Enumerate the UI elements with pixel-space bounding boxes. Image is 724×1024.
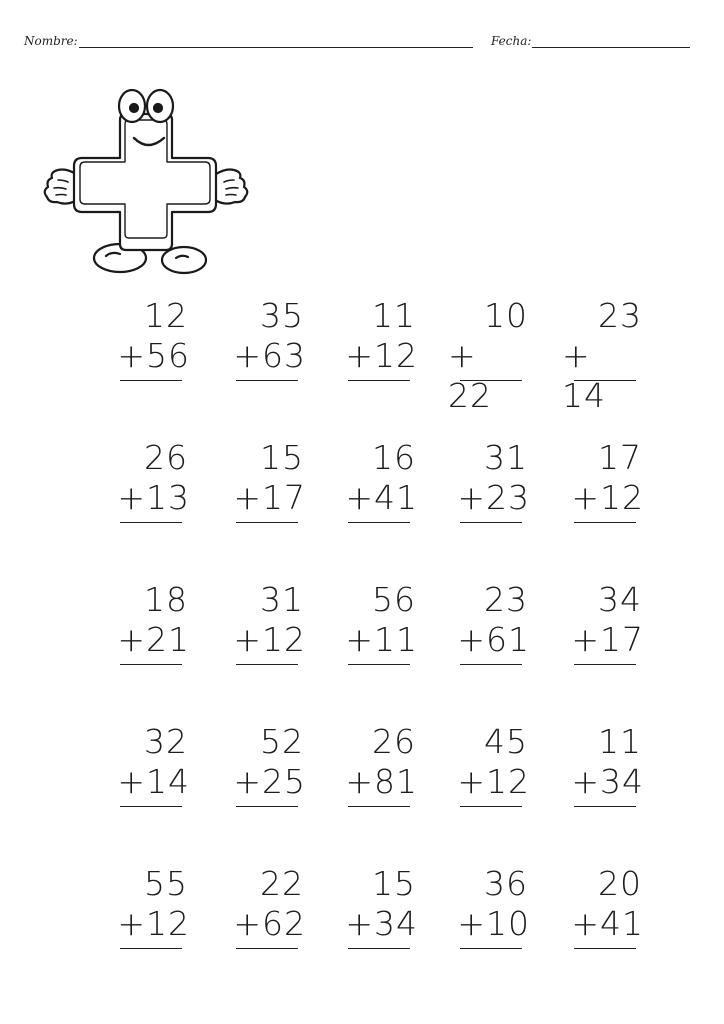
- addend-top: 18: [144, 580, 188, 619]
- addition-problem: [562, 580, 652, 680]
- addition-problem: [336, 722, 426, 822]
- addend-top: 31: [484, 438, 528, 477]
- answer-line[interactable]: [574, 380, 636, 381]
- addend-top: 10: [484, 296, 528, 335]
- addend-bottom: + 14: [562, 336, 606, 415]
- answer-line[interactable]: [348, 948, 410, 949]
- addend-top: 23: [598, 296, 642, 335]
- addend-top: 34: [598, 580, 642, 619]
- answer-line[interactable]: [574, 664, 636, 665]
- addend-bottom: +62: [233, 904, 306, 943]
- answer-line[interactable]: [460, 948, 522, 949]
- addend-top: 26: [144, 438, 188, 477]
- addend-bottom: +17: [233, 478, 306, 517]
- addend-bottom: +12: [233, 620, 306, 659]
- addend-bottom: +41: [345, 478, 418, 517]
- addend-bottom: +81: [345, 762, 418, 801]
- addition-problem: [108, 722, 198, 822]
- addend-bottom: +14: [117, 762, 190, 801]
- answer-line[interactable]: [460, 522, 522, 523]
- addition-problem: [448, 580, 538, 680]
- answer-line[interactable]: [574, 522, 636, 523]
- addition-problem: [224, 296, 314, 396]
- addend-top: 11: [372, 296, 416, 335]
- addend-top: 12: [144, 296, 188, 335]
- addition-problem: [562, 438, 652, 538]
- addend-bottom: +12: [457, 762, 530, 801]
- addend-bottom: +10: [457, 904, 530, 943]
- answer-line[interactable]: [120, 522, 182, 523]
- answer-line[interactable]: [348, 380, 410, 381]
- worksheet-header: [24, 34, 694, 56]
- addend-bottom: +34: [345, 904, 418, 943]
- addend-top: 23: [484, 580, 528, 619]
- addend-top: 26: [372, 722, 416, 761]
- addition-problem: [448, 722, 538, 822]
- addition-problem: [108, 580, 198, 680]
- name-label: Nombre:: [24, 34, 78, 48]
- addition-problem: [224, 722, 314, 822]
- addend-bottom: +21: [117, 620, 190, 659]
- answer-line[interactable]: [120, 380, 182, 381]
- date-label: Fecha:: [491, 34, 532, 48]
- addend-top: 45: [484, 722, 528, 761]
- date-field[interactable]: [491, 34, 690, 48]
- addition-problem: [336, 438, 426, 538]
- addition-problem: [224, 438, 314, 538]
- addend-bottom: +63: [233, 336, 306, 375]
- addend-bottom: +34: [571, 762, 644, 801]
- addition-problem: [562, 722, 652, 822]
- answer-line[interactable]: [574, 948, 636, 949]
- answer-line[interactable]: [236, 948, 298, 949]
- addend-top: 32: [144, 722, 188, 761]
- plus-sign-mascot-icon: [28, 80, 264, 280]
- addition-problem: [562, 864, 652, 964]
- answer-line[interactable]: [460, 664, 522, 665]
- addend-bottom: +17: [571, 620, 644, 659]
- addend-bottom: +12: [571, 478, 644, 517]
- addend-bottom: +12: [117, 904, 190, 943]
- answer-line[interactable]: [236, 664, 298, 665]
- addend-bottom: +23: [457, 478, 530, 517]
- answer-line[interactable]: [236, 380, 298, 381]
- answer-line[interactable]: [574, 806, 636, 807]
- addend-bottom: +41: [571, 904, 644, 943]
- addend-bottom: +13: [117, 478, 190, 517]
- addend-top: 31: [260, 580, 304, 619]
- answer-line[interactable]: [348, 664, 410, 665]
- date-line[interactable]: [532, 34, 690, 48]
- answer-line[interactable]: [120, 664, 182, 665]
- addend-bottom: +12: [345, 336, 418, 375]
- addition-problems-grid: [100, 296, 660, 976]
- addend-top: 35: [260, 296, 304, 335]
- addend-bottom: +25: [233, 762, 306, 801]
- addend-top: 20: [598, 864, 642, 903]
- addend-bottom: +11: [345, 620, 418, 659]
- addition-problem: [448, 296, 538, 415]
- addition-problem: [448, 864, 538, 964]
- addition-problem: [336, 864, 426, 964]
- answer-line[interactable]: [460, 806, 522, 807]
- addition-problem: [224, 864, 314, 964]
- addend-bottom: +61: [457, 620, 530, 659]
- addend-top: 15: [260, 438, 304, 477]
- addend-top: 22: [260, 864, 304, 903]
- answer-line[interactable]: [348, 522, 410, 523]
- addend-top: 55: [144, 864, 188, 903]
- addition-problem: [108, 438, 198, 538]
- addend-top: 11: [598, 722, 642, 761]
- answer-line[interactable]: [120, 806, 182, 807]
- addend-bottom: +56: [117, 336, 190, 375]
- addition-problem: [562, 296, 652, 415]
- addition-problem: [108, 864, 198, 964]
- addend-top: 52: [260, 722, 304, 761]
- answer-line[interactable]: [236, 522, 298, 523]
- answer-line[interactable]: [120, 948, 182, 949]
- answer-line[interactable]: [236, 806, 298, 807]
- name-field[interactable]: [24, 34, 473, 48]
- addend-top: 16: [372, 438, 416, 477]
- addend-bottom: + 22: [448, 336, 492, 415]
- addition-problem: [336, 296, 426, 396]
- answer-line[interactable]: [460, 380, 522, 381]
- addend-top: 56: [372, 580, 416, 619]
- addition-problem: [336, 580, 426, 680]
- addend-top: 17: [598, 438, 642, 477]
- addition-problem: [448, 438, 538, 538]
- answer-line[interactable]: [348, 806, 410, 807]
- addition-problem: [224, 580, 314, 680]
- addend-top: 15: [372, 864, 416, 903]
- addend-top: 36: [484, 864, 528, 903]
- name-line[interactable]: [79, 34, 473, 48]
- addition-problem: [108, 296, 198, 396]
